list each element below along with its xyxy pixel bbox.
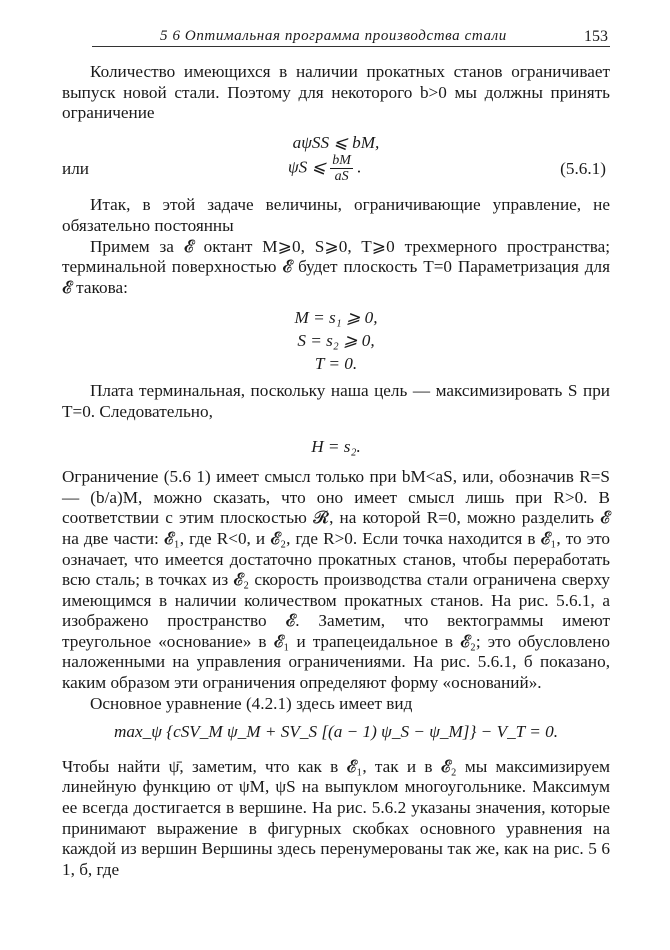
running-title: 5 6 Оптимальная программа производства стали <box>160 28 507 44</box>
formula-main-equation: max_ψ {cSV_M ψ_M + SV_S [(a − 1) ψ_S − ψ_M]} − V_T = 0. <box>114 722 558 742</box>
formula-5-6-1-lhs: ψS ⩽ <box>288 157 326 177</box>
paragraph-3: Примем за 𝓔 октант M⩾0, S⩾0, T⩾0 трехмерного пространства; терминальной поверхностью 𝓔 будет плоскость T=0 Параметризация для 𝓔 такова: <box>62 236 610 297</box>
formula-5-6-1 <box>288 153 362 184</box>
paragraph-2: Итак, в этой задаче величины, ограничивающие управление, не обязательно постоянны <box>62 195 610 235</box>
paragraph-7: Чтобы найти ψ̄, заметим, что как в 𝓔₁, так и в 𝓔₂ мы максимизируем линейную функцию от ψM, ψS на выпуклом многоугольнике. Максимум ее всегда достигается в вершине. На рис. 5.6.2 указаны значения, которые принимают выражение в фигурных скобках основного уравнения на каждой из вершин Вершины здесь перенумерованы так же, как на рис. 5 6 1, б, где <box>62 756 610 879</box>
param-s: S = s₂ ⩾ 0, <box>297 331 375 351</box>
running-head <box>0 24 670 52</box>
paragraph-5: Ограничение (5.6 1) имеет смысл только при bM<aS, или, обозначив R=S — (b/a)M, можно сказать, что оно имеет смысл лишь при R>0. В соответствии с этим плоскостью 𝓡, на которой R=0, можно разделить 𝓔 на две части: 𝓔₁, где R<0, и 𝓔₂, где R>0. Если точка находится в 𝓔₁, то это означает, что имеется достаточно прокатных станов, чтобы переработать всю сталь; в точках из 𝓔₂ скорость производства стали ограничена сверху имеющимся в наличии количеством прокатных станов. На рис. 5.6.1, а изображено пространство 𝓔. Заметим, что вектограммы имеют треугольное «основание» в 𝓔₁ и трапецеидальное в 𝓔₂; это обусловлено наложенными на управления ограничениями. На рис. 5.6.1, б показано, каким образом эти ограничения определяют форму «оснований». <box>62 467 610 693</box>
param-m: M = s₁ ⩾ 0, <box>294 308 378 328</box>
paragraph-4: Плата терминальная, поскольку наша цель — максимизировать S при T=0. Следовательно, <box>62 381 610 421</box>
equation-5-6-1-row <box>62 153 610 185</box>
fraction-numerator: bM <box>332 153 351 169</box>
formula-constraint: aψSS ⩽ bM, <box>292 132 380 152</box>
page-number: 153 <box>584 28 608 45</box>
paragraph-6: Основное уравнение (4.2.1) здесь имеет вид <box>90 693 413 713</box>
header-rule <box>92 46 610 47</box>
parametrization <box>62 306 610 375</box>
formula-h: H = s₂. <box>311 436 361 456</box>
paragraph-1: Количество имеющихся в наличии прокатных станов ограничивает выпуск новой стали. Поэтому для некоторого b>0 мы должны принять ограничение <box>62 62 610 123</box>
formula-5-6-1-tail: . <box>357 157 362 177</box>
body-text <box>62 62 610 880</box>
param-t: T = 0. <box>314 354 358 374</box>
equation-number: (5.6.1) <box>560 159 606 179</box>
word-ili: или <box>62 159 89 179</box>
fraction-denominator: aS <box>334 169 349 185</box>
fraction <box>330 153 353 184</box>
